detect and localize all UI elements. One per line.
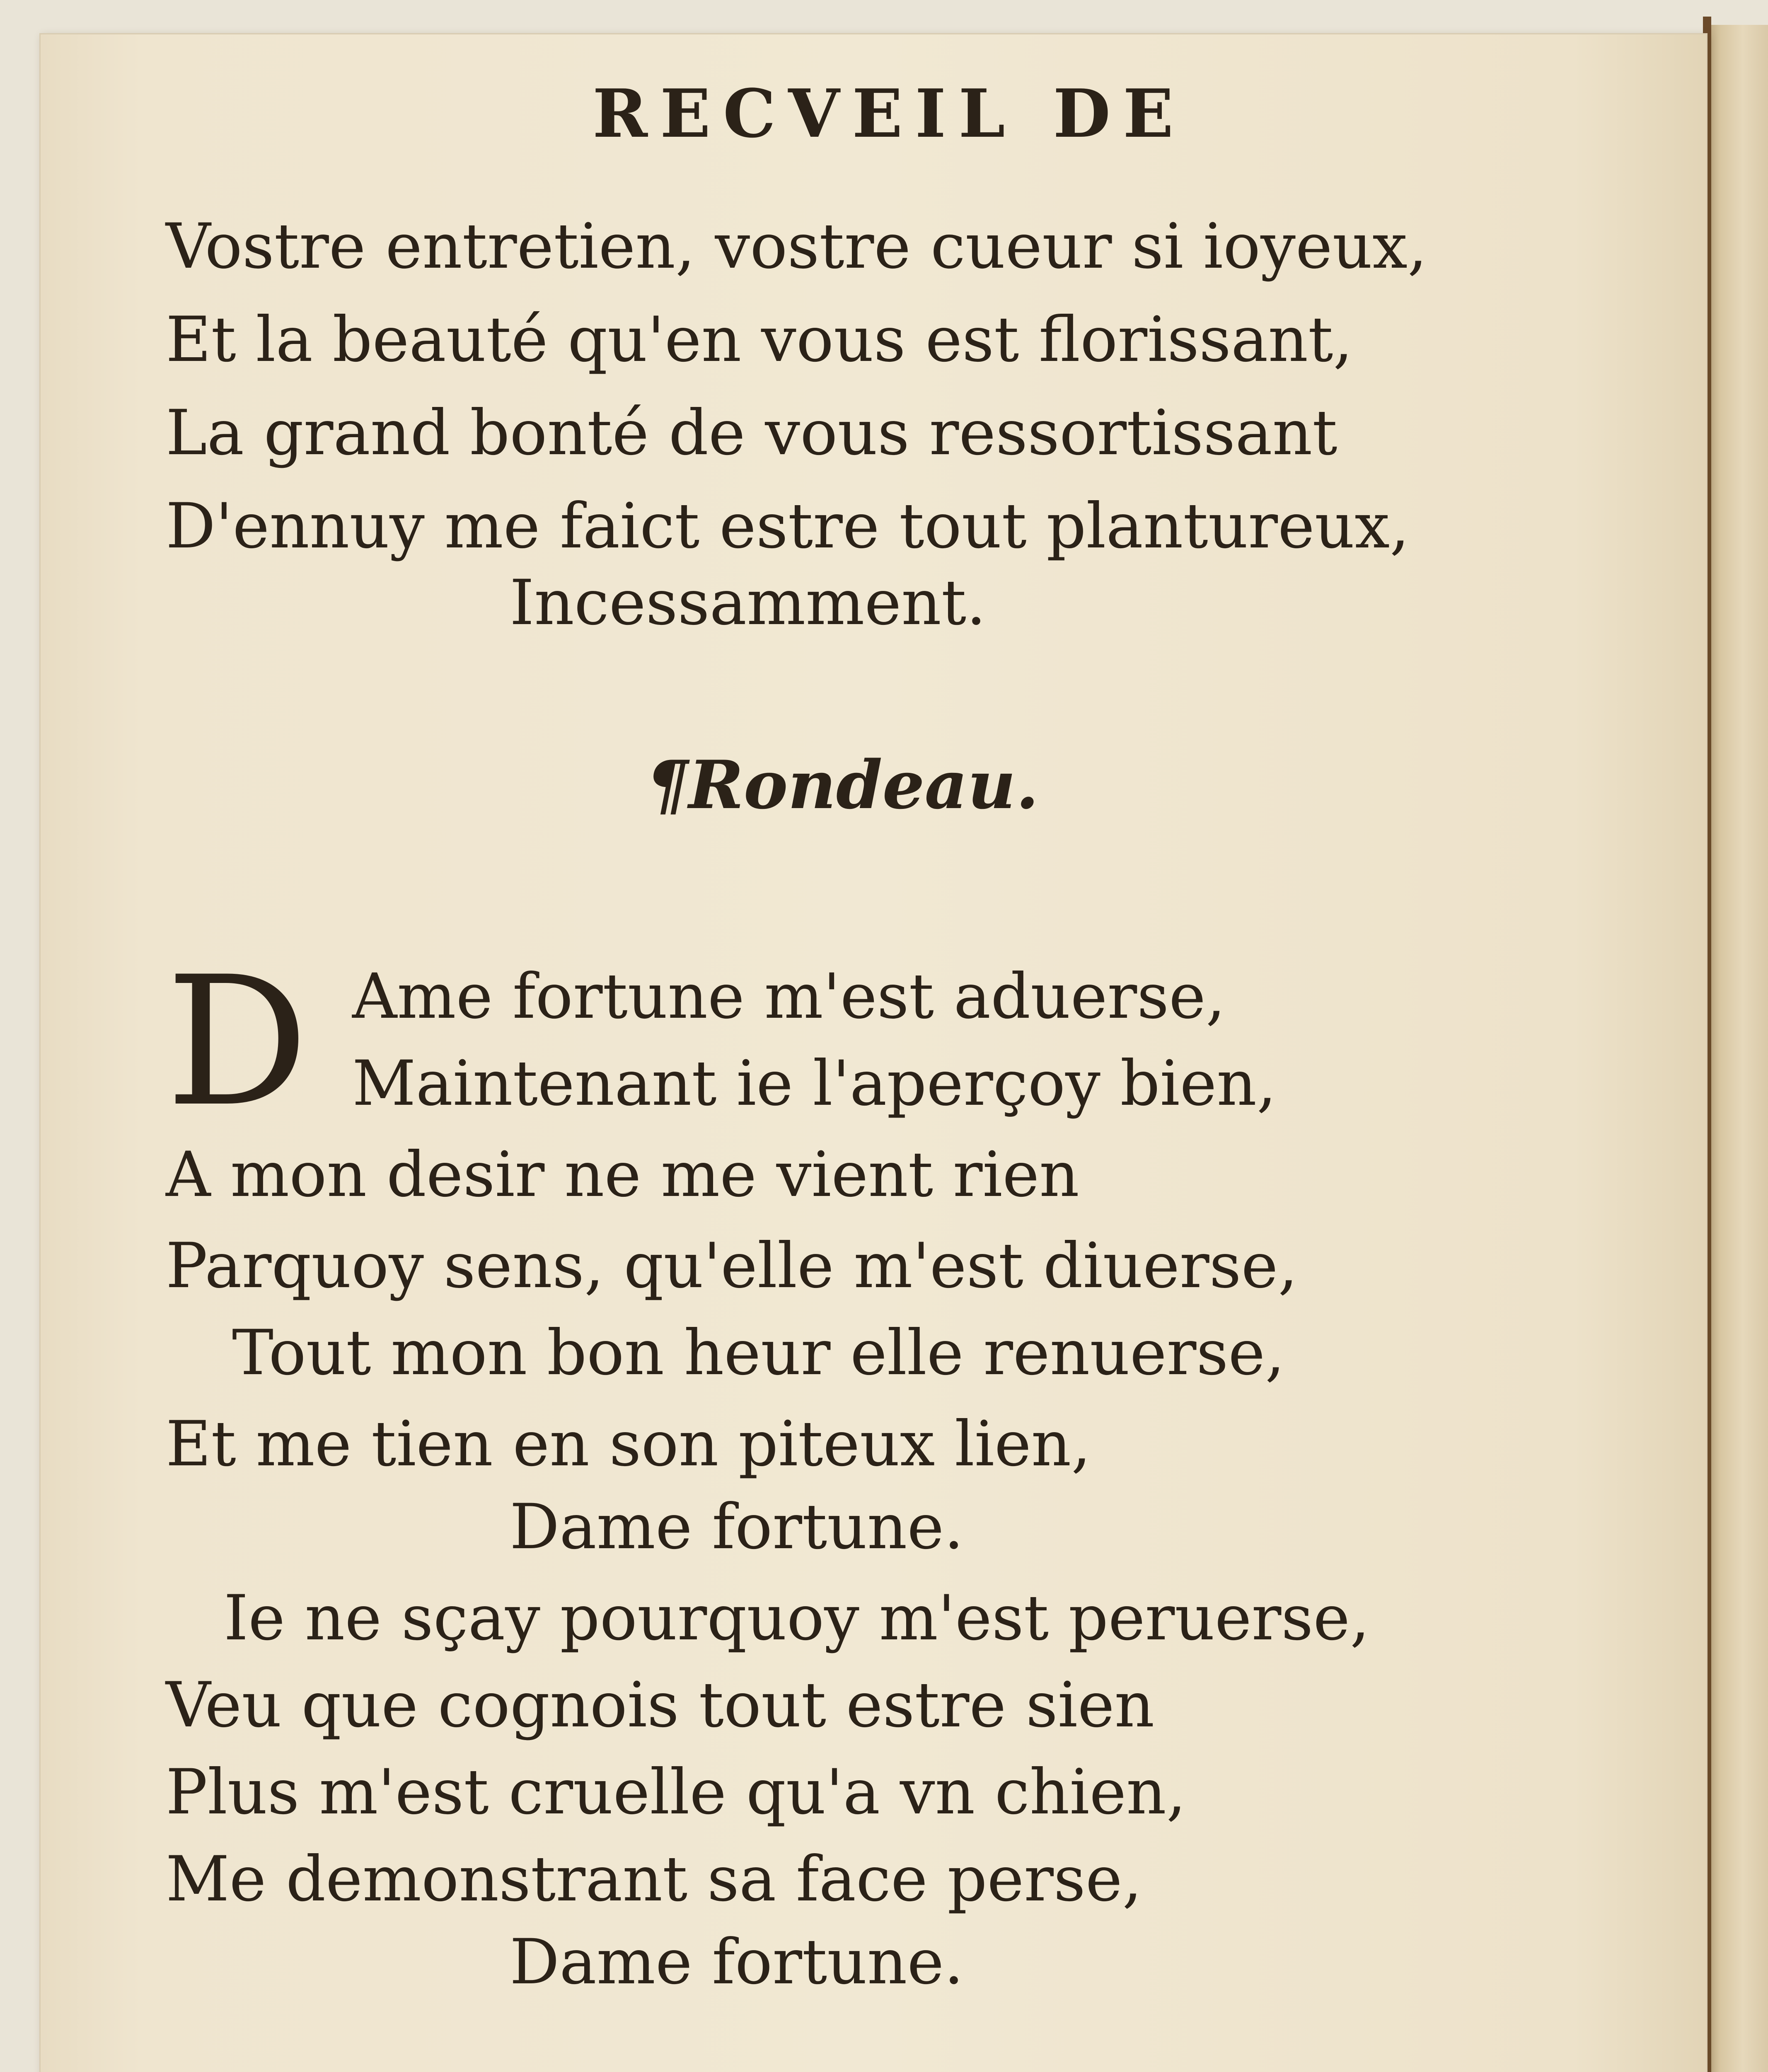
- verse-line: Incessamment.: [510, 567, 986, 639]
- drop-cap: D: [166, 939, 309, 1146]
- verse-line: Maintenant ie l'aperçoy bien,: [352, 1048, 1277, 1120]
- verse-line: Parquoy sens, qu'elle m'est diuerse,: [166, 1230, 1298, 1302]
- verse-line: D'ennuy me faict estre tout plantureux,: [166, 490, 1410, 562]
- verse-line: Et la beauté qu'en vous est florissant,: [166, 304, 1353, 376]
- verse-line: Ame fortune m'est aduerse,: [352, 961, 1226, 1033]
- verse-line: Et me tien en son piteux lien,: [166, 1408, 1091, 1480]
- verse-line: Dame fortune.: [510, 1926, 964, 1998]
- verse-line: Plus m'est cruelle qu'a vn chien,: [166, 1756, 1186, 1828]
- verse-line: Dame fortune.: [510, 1491, 964, 1563]
- verse-line: Tout mon bon heur elle renuerse,: [232, 1317, 1285, 1389]
- verse-line: Vostre entretien, vostre cueur si ioyeux,: [166, 211, 1427, 283]
- next-page-edge: [1705, 25, 1768, 2072]
- verse-line: Me demonstrant sa face perse,: [166, 1843, 1142, 1915]
- section-heading: ¶Rondeau.: [646, 746, 1039, 824]
- verse-line: Ie ne sçay pourquoy m'est peruerse,: [224, 1582, 1370, 1654]
- verse-line: Veu que cognois tout estre sien: [166, 1669, 1155, 1741]
- verse-line: La grand bonté de vous ressortissant: [166, 397, 1337, 469]
- running-head: RECVEIL DE: [593, 75, 1186, 152]
- verse-line: A mon desir ne me vient rien: [166, 1139, 1079, 1211]
